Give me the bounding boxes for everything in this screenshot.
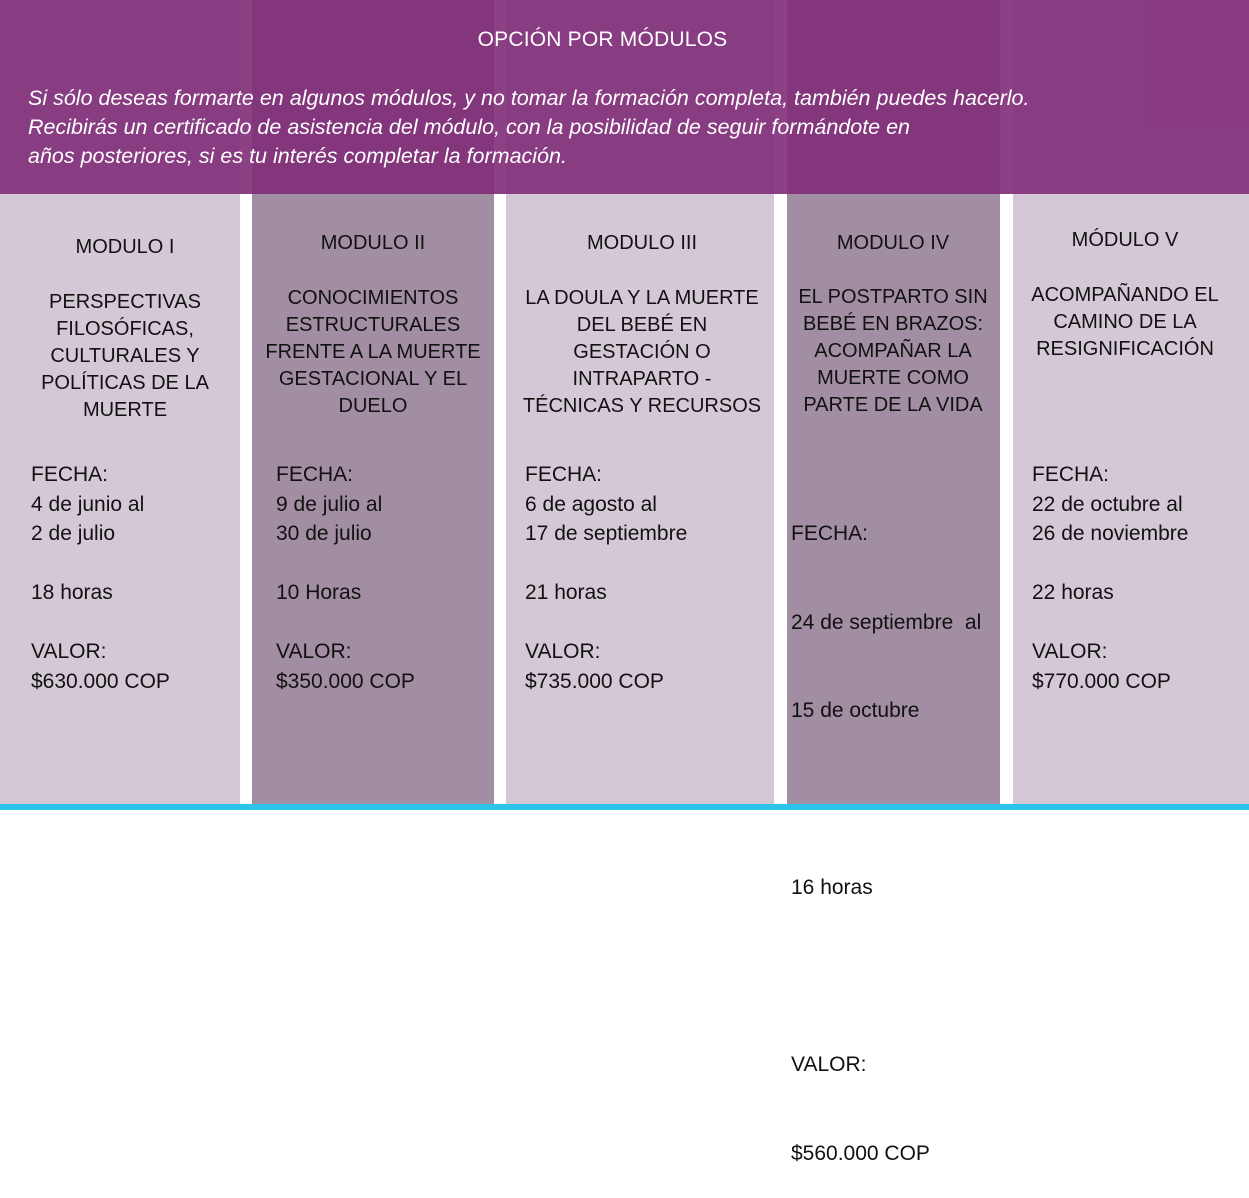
topic-line: ACOMPAÑANDO EL	[1031, 284, 1219, 306]
date-end: 26 de noviembre	[1032, 522, 1189, 545]
module-5-name: MÓDULO V	[1071, 229, 1179, 251]
module-5-topic	[1013, 282, 1237, 363]
price: $630.000 COP	[31, 669, 170, 693]
hours: 22 horas	[1032, 581, 1114, 604]
description-line: Si sólo deseas formarte en algunos módulos, y no tomar la formación completa, también puedes hacerlo.	[28, 86, 1030, 110]
date-label: FECHA:	[525, 463, 603, 486]
price: $560.000 COP	[791, 1141, 930, 1165]
hours: 16 horas	[791, 876, 873, 899]
module-2-details	[276, 460, 415, 696]
topic-line: GESTACIONAL Y EL	[278, 368, 468, 390]
topic-line: MUERTE COMO	[817, 367, 969, 389]
topic-line: ESTRUCTURALES	[285, 314, 461, 336]
topic-line: EL POSTPARTO SIN	[798, 286, 988, 308]
topic-line: LA DOULA Y LA MUERTE	[525, 287, 759, 309]
module-4-name: MODULO IV	[836, 232, 950, 254]
date-end: 2 de julio	[31, 522, 116, 545]
module-1-details	[31, 460, 170, 696]
module-3-name: MODULO III	[586, 232, 697, 254]
date-end: 30 de julio	[276, 522, 372, 545]
topic-line: TÉCNICAS Y RECURSOS	[522, 395, 762, 417]
price-label: VALOR:	[791, 1053, 867, 1076]
topic-line: GESTACIÓN O	[573, 341, 711, 363]
price: $735.000 COP	[525, 669, 664, 693]
module-2-name: MODULO II	[320, 232, 426, 254]
module-5-details	[1032, 460, 1188, 696]
topic-line: RESIGNIFICACIÓN	[1036, 338, 1214, 360]
topic-line: PARTE DE LA VIDA	[803, 394, 983, 416]
description-line: años posteriores, si es tu interés completar la formación.	[28, 144, 567, 168]
date-end: 15 de octubre	[791, 699, 920, 722]
date-end: 17 de septiembre	[525, 522, 688, 545]
topic-line: BEBÉ EN BRAZOS:	[802, 313, 984, 335]
header-banner	[0, 0, 1249, 194]
price-label: VALOR:	[525, 640, 601, 663]
topic-line: DUELO	[338, 395, 408, 417]
page-title: OPCIÓN POR MÓDULOS	[477, 28, 728, 51]
topic-line: FRENTE A LA MUERTE	[265, 341, 481, 363]
date-label: FECHA:	[791, 522, 869, 545]
date-start: 9 de julio al	[276, 492, 383, 516]
module-3-topic	[506, 285, 778, 420]
date-start: 6 de agosto al	[525, 492, 657, 516]
topic-line: PERSPECTIVAS	[49, 291, 201, 313]
topic-line: MUERTE	[82, 399, 168, 421]
hours: 21 horas	[525, 581, 607, 604]
date-label: FECHA:	[1032, 463, 1110, 486]
date-start: 24 de septiembre al	[791, 610, 982, 634]
price-label: VALOR:	[1032, 640, 1108, 663]
bottom-accent-bar	[0, 804, 1249, 810]
topic-line: ACOMPAÑAR LA	[814, 340, 972, 362]
topic-line: CULTURALES Y	[50, 345, 200, 367]
price: $770.000 COP	[1032, 669, 1171, 693]
date-start: 4 de junio al	[31, 492, 145, 516]
topic-line: POLÍTICAS DE LA	[41, 372, 209, 394]
topic-line: INTRAPARTO -	[572, 368, 712, 390]
price-label: VALOR:	[276, 640, 352, 663]
topic-line: DEL BEBÉ EN	[576, 314, 708, 336]
topic-line: FILOSÓFICAS,	[56, 318, 194, 340]
module-4-details	[791, 460, 981, 1198]
date-start: 22 de octubre al	[1032, 492, 1183, 516]
price: $350.000 COP	[276, 669, 415, 693]
topic-line: CONOCIMIENTOS	[287, 287, 459, 309]
date-label: FECHA:	[276, 463, 354, 486]
module-1-topic	[0, 289, 250, 424]
price-label: VALOR:	[31, 640, 107, 663]
hours: 10 Horas	[276, 581, 362, 604]
module-3-details	[525, 460, 687, 696]
module-1-name: MODULO I	[75, 236, 175, 258]
topic-line: CAMINO DE LA	[1053, 311, 1197, 333]
module-4-topic	[780, 284, 1006, 419]
description-line: Recibirás un certificado de asistencia del módulo, con la posibilidad de seguir formándote en	[28, 115, 911, 139]
hours: 18 horas	[31, 581, 113, 604]
date-label: FECHA:	[31, 463, 109, 486]
header-description	[28, 84, 1228, 171]
module-2-topic	[252, 285, 494, 420]
